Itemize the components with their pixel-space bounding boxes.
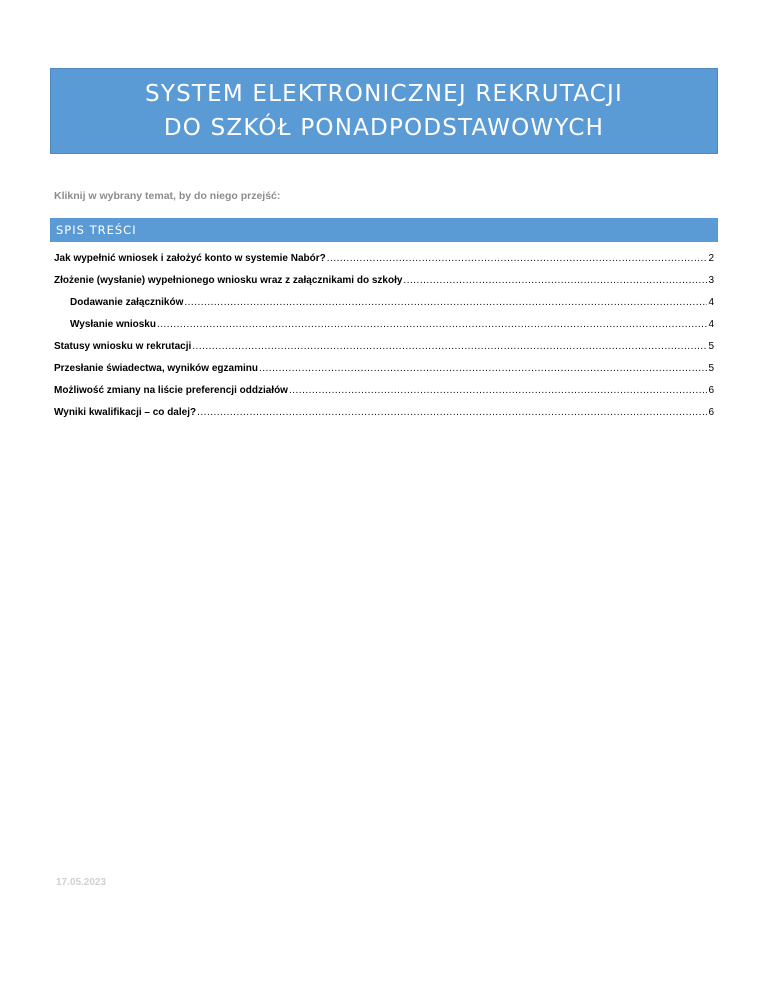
- toc-entry-title: Wysłanie wniosku: [70, 319, 156, 330]
- toc-link-przeslanie-swiadectwa[interactable]: [54, 358, 714, 380]
- toc-header-label: SPIS TREŚCI: [56, 223, 137, 237]
- toc-dot-leader: [259, 358, 707, 380]
- toc-dot-leader: [327, 248, 708, 270]
- toc-link-dodawanie-zalacznikow[interactable]: [54, 292, 714, 314]
- toc-entry-title: Statusy wniosku w rekrutacji: [54, 341, 192, 352]
- toc-entry-page: 6: [708, 385, 714, 396]
- toc-entry-page: 2: [708, 253, 714, 264]
- toc-dot-leader: [157, 314, 707, 336]
- table-of-contents: [54, 248, 714, 424]
- toc-dot-leader: [192, 336, 707, 358]
- toc-link-jak-wypelnic-wniosek[interactable]: [54, 248, 714, 270]
- toc-header: [50, 218, 718, 242]
- toc-entry-title: Dodawanie załączników: [70, 297, 184, 308]
- toc-link-zlozenie-wniosku[interactable]: [54, 270, 714, 292]
- document-date: 17.05.2023: [56, 877, 107, 888]
- toc-entry-title: Przesłanie świadectwa, wyników egzaminu: [54, 363, 258, 374]
- toc-entry-page: 6: [708, 407, 714, 418]
- toc-link-wyslanie-wniosku[interactable]: [54, 314, 714, 336]
- toc-dot-leader: [289, 380, 707, 402]
- toc-entry-page: 5: [708, 363, 714, 374]
- toc-entry-title: Jak wypełnić wniosek i założyć konto w systemie Nabór?: [54, 253, 326, 264]
- toc-link-wyniki-kwalifikacji[interactable]: [54, 402, 714, 424]
- toc-entry-title: Złożenie (wysłanie) wypełnionego wniosku wraz z załącznikami do szkoły: [54, 275, 403, 286]
- toc-entry-page: 4: [708, 297, 714, 308]
- title-banner: [50, 68, 718, 154]
- toc-entry-page: 4: [708, 319, 714, 330]
- toc-link-zmiana-preferencji[interactable]: [54, 380, 714, 402]
- toc-dot-leader: [403, 270, 707, 292]
- toc-dot-leader: [184, 292, 707, 314]
- banner-title-line-2: DO SZKÓŁ PONADPODSTAWOWYCH: [163, 115, 605, 141]
- toc-entry-page: 5: [708, 341, 714, 352]
- toc-link-statusy-wniosku[interactable]: [54, 336, 714, 358]
- intro-instruction: Kliknij w wybrany temat, by do niego przejść:: [54, 190, 281, 202]
- toc-entry-title: Wyniki kwalifikacji – co dalej?: [54, 407, 197, 418]
- toc-dot-leader: [197, 402, 707, 424]
- toc-entry-title: Możliwość zmiany na liście preferencji oddziałów: [54, 385, 288, 396]
- banner-title-line-1: SYSTEM ELEKTRONICZNEJ REKRUTACJI: [145, 81, 623, 107]
- toc-entry-page: 3: [708, 275, 714, 286]
